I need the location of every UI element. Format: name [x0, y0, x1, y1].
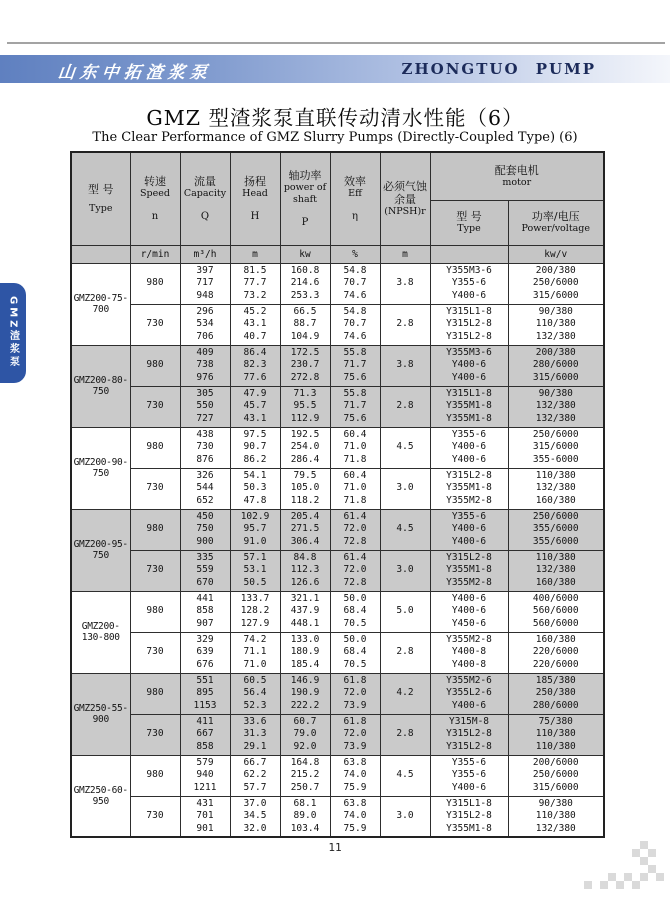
efficiency-values: 50.0 68.4 70.5 — [330, 632, 380, 673]
motor-type-values: Y315L1-8 Y355M1-8 Y355M1-8 — [430, 386, 508, 427]
header-npsh: 必须气蚀 余量 (NPSH)r — [380, 152, 430, 245]
head-values: 66.7 62.2 57.7 — [230, 755, 280, 796]
speed-value: 730 — [130, 468, 180, 509]
speed-value: 730 — [130, 304, 180, 345]
motor-type-values: Y355-6 Y400-6 Y400-6 — [430, 427, 508, 468]
header-type: 型 号 Type — [71, 152, 130, 245]
shaft-power-values: 68.1 89.0 103.4 — [280, 796, 330, 837]
table-units-row — [71, 245, 604, 263]
motor-type-values: Y315L2-8 Y355M1-8 Y355M2-8 — [430, 550, 508, 591]
head-values: 37.0 34.5 32.0 — [230, 796, 280, 837]
motor-power-voltage-values: 110/380 132/380 160/380 — [508, 468, 604, 509]
header-motor-power-voltage: 功率/电压 Power/voltage — [508, 200, 604, 245]
speed-value: 730 — [130, 386, 180, 427]
speed-value: 980 — [130, 755, 180, 796]
header-head: 扬程 Head H — [230, 152, 280, 245]
motor-type-values: Y315L1-8 Y315L2-8 Y315L2-8 — [430, 304, 508, 345]
motor-power-voltage-values: 160/380 220/6000 220/6000 — [508, 632, 604, 673]
shaft-power-values: 66.5 88.7 104.9 — [280, 304, 330, 345]
table-row — [71, 673, 604, 714]
pump-model: GMZ200-75-700 — [71, 263, 130, 345]
head-values: 86.4 82.3 77.6 — [230, 345, 280, 386]
motor-type-values: Y315M-8 Y315L2-8 Y315L2-8 — [430, 714, 508, 755]
efficiency-values: 55.8 71.7 75.6 — [330, 386, 380, 427]
motor-type-values: Y355M3-6 Y355-6 Y400-6 — [430, 263, 508, 304]
side-tab-gmz-slurry-pump — [0, 283, 26, 383]
npsh-value: 2.8 — [380, 304, 430, 345]
table-row — [71, 796, 604, 837]
motor-power-voltage-values: 185/380 250/380 280/6000 — [508, 673, 604, 714]
checker-square — [584, 881, 592, 889]
capacity-values: 296 534 706 — [180, 304, 230, 345]
npsh-value: 2.8 — [380, 632, 430, 673]
efficiency-values: 55.8 71.7 75.6 — [330, 345, 380, 386]
efficiency-values: 50.0 68.4 70.5 — [330, 591, 380, 632]
unit-head: m — [230, 245, 280, 263]
head-values: 33.6 31.3 29.1 — [230, 714, 280, 755]
top-divider — [7, 42, 665, 44]
capacity-values: 431 701 901 — [180, 796, 230, 837]
head-values: 57.1 53.1 50.5 — [230, 550, 280, 591]
motor-power-voltage-values: 110/380 132/380 160/380 — [508, 550, 604, 591]
efficiency-values: 63.8 74.0 75.9 — [330, 755, 380, 796]
efficiency-values: 61.4 72.0 72.8 — [330, 550, 380, 591]
npsh-value: 3.0 — [380, 550, 430, 591]
npsh-value: 5.0 — [380, 591, 430, 632]
checker-square — [632, 881, 640, 889]
npsh-value: 4.2 — [380, 673, 430, 714]
motor-power-voltage-values: 200/6000 250/6000 315/6000 — [508, 755, 604, 796]
motor-power-voltage-values: 75/380 110/380 110/380 — [508, 714, 604, 755]
speed-value: 980 — [130, 591, 180, 632]
table-row — [71, 304, 604, 345]
pump-model: GMZ200-130-800 — [71, 591, 130, 673]
npsh-value: 4.5 — [380, 755, 430, 796]
checker-square — [640, 857, 648, 865]
speed-value: 980 — [130, 427, 180, 468]
unit-efficiency: % — [330, 245, 380, 263]
speed-value: 980 — [130, 345, 180, 386]
header-motor-group: 配套电机 motor — [430, 152, 604, 200]
shaft-power-values: 192.5 254.0 286.4 — [280, 427, 330, 468]
npsh-value: 3.0 — [380, 796, 430, 837]
unit-motor-power-voltage: kw/v — [508, 245, 604, 263]
shaft-power-values: 79.5 105.0 118.2 — [280, 468, 330, 509]
npsh-value: 3.0 — [380, 468, 430, 509]
brand-banner — [0, 55, 670, 83]
capacity-values: 450 750 900 — [180, 509, 230, 550]
shaft-power-values: 164.8 215.2 250.7 — [280, 755, 330, 796]
shaft-power-values: 146.9 190.9 222.2 — [280, 673, 330, 714]
unit-type — [71, 245, 130, 263]
unit-shaft-power: kw — [280, 245, 330, 263]
motor-type-values: Y400-6 Y400-6 Y450-6 — [430, 591, 508, 632]
pump-model: GMZ200-95-750 — [71, 509, 130, 591]
head-values: 133.7 128.2 127.9 — [230, 591, 280, 632]
header-efficiency: 效率 Eff η — [330, 152, 380, 245]
pump-model: GMZ200-80-750 — [71, 345, 130, 427]
table-row — [71, 427, 604, 468]
capacity-values: 411 667 858 — [180, 714, 230, 755]
checker-square — [600, 881, 608, 889]
motor-type-values: Y315L2-8 Y355M1-8 Y355M2-8 — [430, 468, 508, 509]
motor-power-voltage-values: 200/380 280/6000 315/6000 — [508, 345, 604, 386]
table-row — [71, 468, 604, 509]
side-tab-label: GMZ渣浆泵 — [7, 296, 19, 370]
pump-model: GMZ200-90-750 — [71, 427, 130, 509]
efficiency-values: 60.4 71.0 71.8 — [330, 468, 380, 509]
table-row — [71, 386, 604, 427]
head-values: 74.2 71.1 71.0 — [230, 632, 280, 673]
efficiency-values: 61.8 72.0 73.9 — [330, 714, 380, 755]
shaft-power-values: 172.5 230.7 272.8 — [280, 345, 330, 386]
brand-name-chinese: 山东中拓渣浆泵 — [56, 63, 213, 83]
shaft-power-values: 321.1 437.9 448.1 — [280, 591, 330, 632]
npsh-value: 2.8 — [380, 714, 430, 755]
speed-value: 730 — [130, 632, 180, 673]
head-values: 81.5 77.7 73.2 — [230, 263, 280, 304]
speed-value: 980 — [130, 263, 180, 304]
head-values: 102.9 95.7 91.0 — [230, 509, 280, 550]
unit-npsh: m — [380, 245, 430, 263]
shaft-power-values: 71.3 95.5 112.9 — [280, 386, 330, 427]
table-row — [71, 550, 604, 591]
motor-type-values: Y355-6 Y355-6 Y400-6 — [430, 755, 508, 796]
table-row — [71, 632, 604, 673]
checker-square — [656, 873, 664, 881]
table-row — [71, 509, 604, 550]
motor-power-voltage-values: 90/380 110/380 132/380 — [508, 304, 604, 345]
checker-square — [608, 873, 616, 881]
capacity-values: 329 639 676 — [180, 632, 230, 673]
capacity-values: 579 940 1211 — [180, 755, 230, 796]
capacity-values: 438 730 876 — [180, 427, 230, 468]
capacity-values: 397 717 948 — [180, 263, 230, 304]
page-subtitle: The Clear Performance of GMZ Slurry Pumps (Directly-Coupled Type) (6) — [92, 130, 578, 145]
motor-type-values: Y315L1-8 Y315L2-8 Y355M1-8 — [430, 796, 508, 837]
capacity-values: 335 559 670 — [180, 550, 230, 591]
motor-type-values: Y355M2-6 Y355L2-6 Y400-6 — [430, 673, 508, 714]
unit-speed: r/min — [130, 245, 180, 263]
shaft-power-values: 133.0 180.9 185.4 — [280, 632, 330, 673]
header-shaft-power: 轴功率 power of shaft P — [280, 152, 330, 245]
efficiency-values: 54.8 70.7 74.6 — [330, 263, 380, 304]
pump-model: GMZ250-60-950 — [71, 755, 130, 837]
table-row — [71, 591, 604, 632]
header-motor-type: 型 号 Type — [430, 200, 508, 245]
brand-name-english: ZHONGTUO PUMP — [401, 60, 596, 78]
capacity-values: 305 550 727 — [180, 386, 230, 427]
npsh-value: 4.5 — [380, 509, 430, 550]
motor-power-voltage-values: 90/380 110/380 132/380 — [508, 796, 604, 837]
pump-model: GMZ250-55-900 — [71, 673, 130, 755]
npsh-value: 4.5 — [380, 427, 430, 468]
checker-square — [624, 873, 632, 881]
efficiency-values: 61.4 72.0 72.8 — [330, 509, 380, 550]
capacity-values: 441 858 907 — [180, 591, 230, 632]
speed-value: 730 — [130, 714, 180, 755]
motor-power-voltage-values: 400/6000 560/6000 560/6000 — [508, 591, 604, 632]
npsh-value: 3.8 — [380, 345, 430, 386]
motor-type-values: Y355-6 Y400-6 Y400-6 — [430, 509, 508, 550]
motor-power-voltage-values: 200/380 250/6000 315/6000 — [508, 263, 604, 304]
header-capacity: 流量 Capacity Q — [180, 152, 230, 245]
npsh-value: 2.8 — [380, 386, 430, 427]
table-row — [71, 345, 604, 386]
head-values: 45.2 43.1 40.7 — [230, 304, 280, 345]
head-values: 97.5 90.7 86.2 — [230, 427, 280, 468]
capacity-values: 409 738 976 — [180, 345, 230, 386]
speed-value: 730 — [130, 550, 180, 591]
shaft-power-values: 60.7 79.0 92.0 — [280, 714, 330, 755]
checker-square — [616, 881, 624, 889]
unit-motor-type — [430, 245, 508, 263]
table-row — [71, 755, 604, 796]
checker-square — [640, 873, 648, 881]
efficiency-values: 54.8 70.7 74.6 — [330, 304, 380, 345]
motor-type-values: Y355M2-8 Y400-8 Y400-8 — [430, 632, 508, 673]
page-number: 11 — [328, 841, 342, 854]
motor-power-voltage-values: 90/380 132/380 132/380 — [508, 386, 604, 427]
shaft-power-values: 160.8 214.6 253.3 — [280, 263, 330, 304]
efficiency-values: 60.4 71.0 71.8 — [330, 427, 380, 468]
checker-square — [648, 865, 656, 873]
performance-table — [70, 151, 605, 838]
unit-capacity: m³/h — [180, 245, 230, 263]
motor-power-voltage-values: 250/6000 355/6000 355/6000 — [508, 509, 604, 550]
speed-value: 980 — [130, 509, 180, 550]
speed-value: 980 — [130, 673, 180, 714]
header-speed: 转速 Speed n — [130, 152, 180, 245]
speed-value: 730 — [130, 796, 180, 837]
npsh-value: 3.8 — [380, 263, 430, 304]
efficiency-values: 63.8 74.0 75.9 — [330, 796, 380, 837]
table-row — [71, 714, 604, 755]
efficiency-values: 61.8 72.0 73.9 — [330, 673, 380, 714]
motor-power-voltage-values: 250/6000 315/6000 355-6000 — [508, 427, 604, 468]
motor-type-values: Y355M3-6 Y400-6 Y400-6 — [430, 345, 508, 386]
head-values: 60.5 56.4 52.3 — [230, 673, 280, 714]
capacity-values: 551 895 1153 — [180, 673, 230, 714]
head-values: 47.9 45.7 43.1 — [230, 386, 280, 427]
head-values: 54.1 50.3 47.8 — [230, 468, 280, 509]
capacity-values: 326 544 652 — [180, 468, 230, 509]
shaft-power-values: 84.8 112.3 126.6 — [280, 550, 330, 591]
table-header-row-1 — [71, 152, 604, 200]
table-row — [71, 263, 604, 304]
page-title: GMZ 型渣浆泵直联传动清水性能（6） — [146, 106, 524, 130]
shaft-power-values: 205.4 271.5 306.4 — [280, 509, 330, 550]
